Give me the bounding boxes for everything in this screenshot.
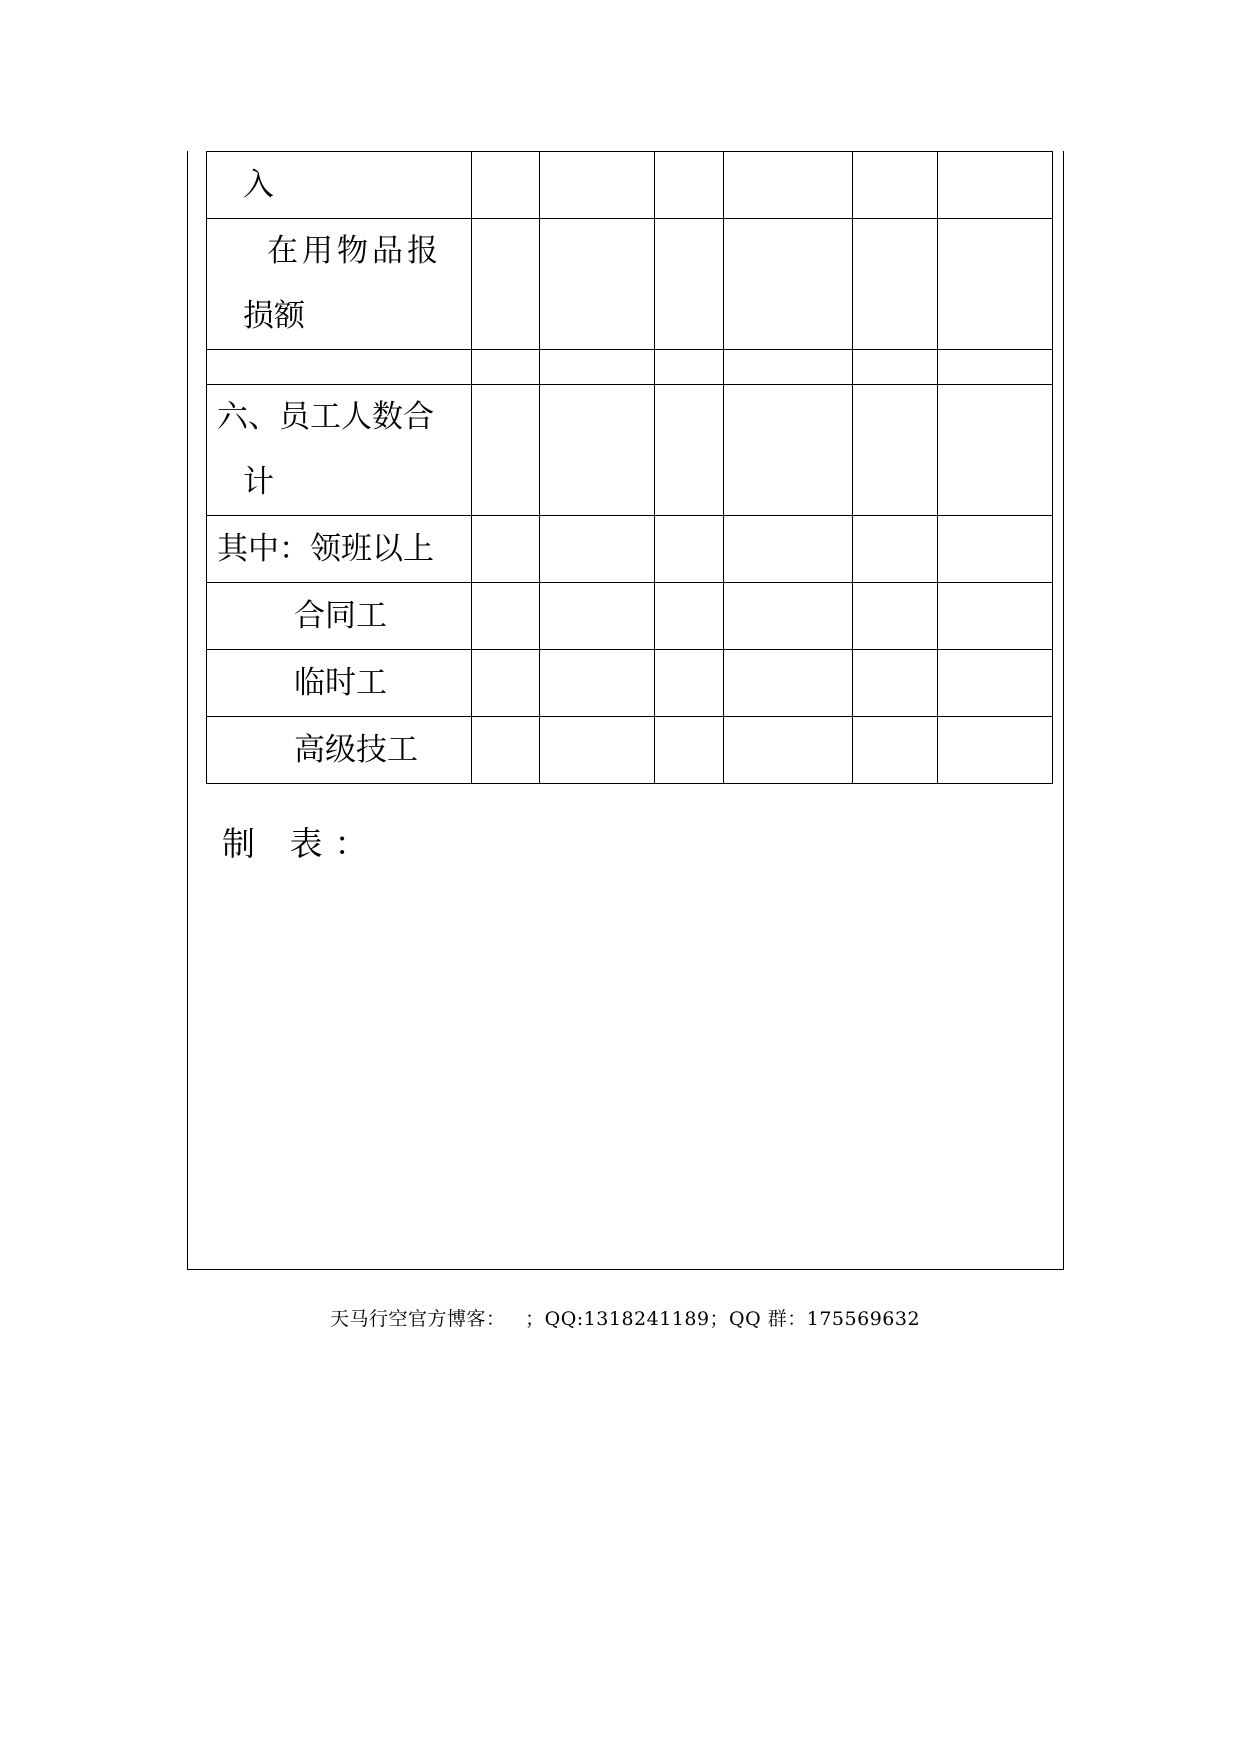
table-cell xyxy=(853,152,938,219)
row-label-cell xyxy=(207,516,472,583)
table-cell xyxy=(540,385,655,516)
table-cell xyxy=(655,219,724,350)
table-cell xyxy=(540,350,655,385)
row-label-cell xyxy=(207,650,472,717)
table-cell xyxy=(938,650,1053,717)
table-cell xyxy=(472,516,540,583)
table-cell xyxy=(540,219,655,350)
table-cell xyxy=(853,650,938,717)
table-cell xyxy=(938,219,1053,350)
table-cell xyxy=(853,583,938,650)
table-row xyxy=(207,516,1053,583)
table-cell xyxy=(938,385,1053,516)
maker-label: 制 表： xyxy=(222,824,380,863)
table-cell xyxy=(724,717,853,784)
table-cell xyxy=(853,516,938,583)
row-label-line: 入 xyxy=(243,167,274,203)
table-cell xyxy=(655,583,724,650)
table-cell xyxy=(472,350,540,385)
table-cell xyxy=(540,516,655,583)
row-label-cell xyxy=(207,385,472,516)
table-row xyxy=(207,385,1053,516)
table-cell xyxy=(724,650,853,717)
row-label-cell xyxy=(207,350,472,385)
row-label-line: 临时工 xyxy=(294,665,387,701)
row-label-cell xyxy=(207,717,472,784)
row-label-cell xyxy=(207,583,472,650)
table-row xyxy=(207,650,1053,717)
table-cell xyxy=(540,650,655,717)
table-cell xyxy=(724,516,853,583)
row-label-line xyxy=(217,350,471,384)
table-cell xyxy=(938,516,1053,583)
table-row xyxy=(207,152,1053,219)
table-cell xyxy=(472,583,540,650)
table-cell xyxy=(853,350,938,385)
row-label-line: 合同工 xyxy=(294,598,387,634)
table-cell xyxy=(724,219,853,350)
table-cell xyxy=(655,350,724,385)
table-cell xyxy=(540,583,655,650)
table-cell xyxy=(655,385,724,516)
table-cell xyxy=(472,152,540,219)
table-cell xyxy=(472,717,540,784)
table-cell xyxy=(724,350,853,385)
table-cell xyxy=(724,583,853,650)
table-cell xyxy=(938,583,1053,650)
table-cell xyxy=(853,717,938,784)
table-cell xyxy=(655,516,724,583)
table-cell xyxy=(655,650,724,717)
table-cell xyxy=(724,152,853,219)
report-table xyxy=(206,151,1053,784)
row-label-line: 六、员工人数合 xyxy=(217,399,434,435)
row-label-cell xyxy=(207,152,472,219)
table-cell xyxy=(655,717,724,784)
row-label-line: 在用物品报 xyxy=(267,233,442,269)
table-cell xyxy=(853,385,938,516)
row-label-line: 损额 xyxy=(243,298,305,334)
table-cell xyxy=(540,152,655,219)
table-row xyxy=(207,583,1053,650)
table-row xyxy=(207,219,1053,350)
table-row xyxy=(207,717,1053,784)
table-row xyxy=(207,350,1053,385)
table-cell xyxy=(472,650,540,717)
table-cell xyxy=(472,385,540,516)
table-cell xyxy=(853,219,938,350)
table-cell xyxy=(938,350,1053,385)
row-label-line: 其中：领班以上 xyxy=(217,531,434,567)
table-cell xyxy=(655,152,724,219)
row-label-line: 计 xyxy=(243,464,274,500)
row-label-line: 高级技工 xyxy=(294,732,418,768)
row-label-cell xyxy=(207,219,472,350)
table-cell xyxy=(472,219,540,350)
table-cell xyxy=(724,385,853,516)
footer-contact: 天马行空官方博客： ；QQ:1318241189；QQ 群：175569632 xyxy=(330,1308,921,1330)
table-cell xyxy=(540,717,655,784)
table-cell xyxy=(938,717,1053,784)
table-cell xyxy=(938,152,1053,219)
